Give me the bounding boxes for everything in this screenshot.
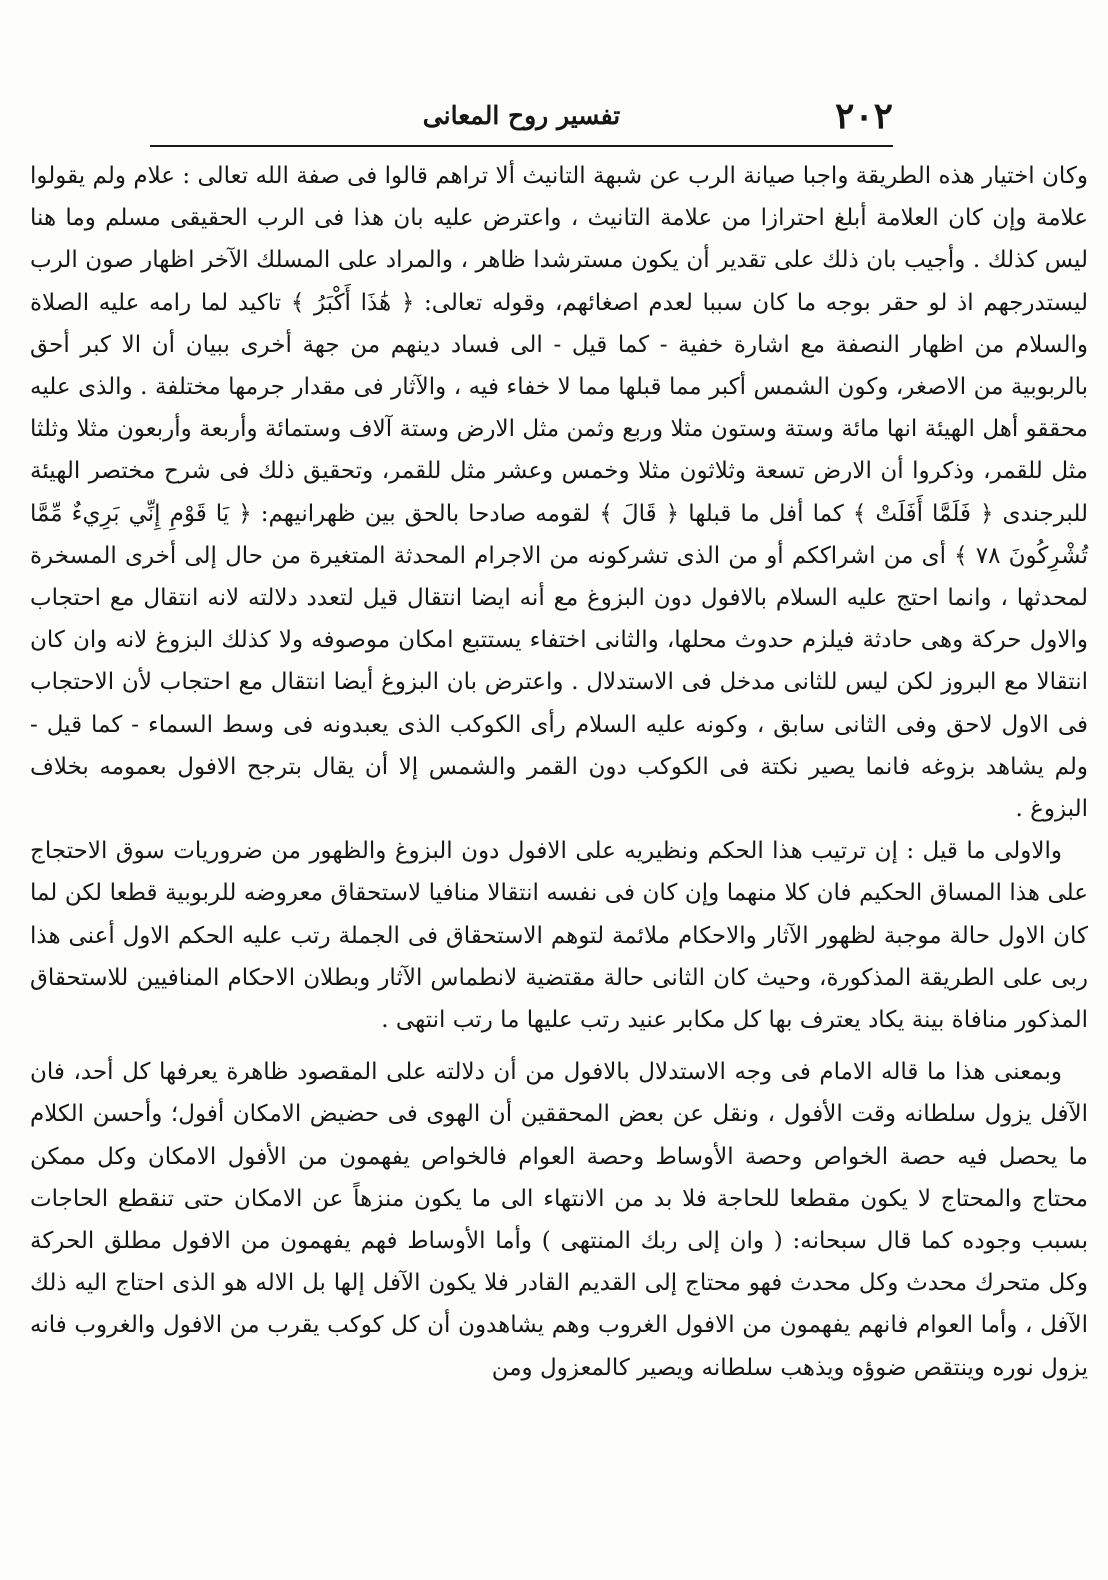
page-header [150,92,893,142]
body-text [30,155,1088,1389]
header-rule [150,145,893,147]
running-title: تفسير روح المعانى [422,101,621,130]
paragraph: والاولى ما قيل : إن ترتيب هذا الحكم ونظيريه على الافول دون البزوغ والظهور من ضروريات سوق الاحتجاج على هذا المساق الحكيم فان كلا منهما وإن كان فى نفسه انتقالا منافيا لاستحقاق معروضه للربوبية قطعا لكن لما كان الاول حالة موجبة لظهور الآثار والاحكام ملائمة لتوهم الاستحقاق فى الجملة رتب عليه الحكم الاول أعنى هذا ربى على الطريقة المذكورة، وحيث كان الثانى حالة مقتضية لانطماس الآثار وبطلان الاحكام المنافيين للاستحقاق المذكور منافاة بينة يكاد يعترف بها كل مكابر عنيد رتب عليها ما رتب انتهى . [30,838,1088,1034]
page-number: ٢٠٢ [834,95,893,137]
paragraph: وبمعنى هذا ما قاله الامام فى وجه الاستدلال بالافول من أن دلالته على المقصود ظاهرة يعرفها كل أحد، فان الآفل يزول سلطانه وقت الأفول ، ونقل عن بعض المحققين أن الهوى فى حضيض الامكان أفول؛ وأحسن الكلام ما يحصل فيه حصة الخواص وحصة الأوساط وحصة العوام فالخواص يفهمون من الأفول الامكان وكل ممكن محتاج والمحتاج لا يكون مقطعا للحاجة فلا بد من الانتهاء الى ما يكون منزهاً عن الامكان حتى تنقطع الحاجات بسبب وجوده كما قال سبحانه: ( وان إلى ربك المنتهى ) وأما الأوساط فهم يفهمون من الافول مطلق الحركة وكل متحرك محدث وكل محدث فهو محتاج إلى القديم القادر فلا يكون الآفل إلها بل الاله هو الذى احتاج اليه ذلك الآفل ، وأما العوام فانهم يفهمون من الافول الغروب وهم يشاهدون أن كل كوكب يقرب من الافول والغروب فانه يزول نوره وينتقص ضوؤه ويذهب سلطانه ويصير كالمعزول ومن [30,1059,1088,1381]
paragraph: وكان اختيار هذه الطريقة واجبا صيانة الرب عن شبهة التانيث ألا تراهم قالوا فى صفة الله تعالى : علام ولم يقولوا علامة وإن كان العلامة أبلغ احترازا من علامة التانيث ، واعترض عليه بان هذا فى الرب الحقيقى مسلم وما هنا ليس كذلك . وأجيب بان ذلك على تقدير أن يكون مسترشدا ظاهر ، والمراد على المسلك الآخر اظهار صون الرب ليستدرجهم اذ لو حقر بوجه ما كان سببا لعدم اصغائهم، وقوله تعالى: ﴿ هَٰذَا أَكْبَرُ ﴾ تاكيد لما رامه عليه الصلاة والسلام من اظهار النصفة مع اشارة خفية - كما قيل - الى فساد دينهم من جهة أخرى ببيان أن الا كبر أحق بالربوبية من الاصغر، وكون الشمس أكبر مما قبلها مما لا خفاء فيه ، والآثار فى مقدار جرمها مختلفة . والذى عليه محققو أهل الهيئة انها مائة وستة وستون مثلا وربع وثمن مثل الارض وستة آلاف وستمائة وأربعة وأربعون مثلا وثلثا مثل للقمر، وذكروا أن الارض تسعة وثلاثون مثلا وخمس وعشر مثل للقمر، وتحقيق ذلك فى شرح مختصر الهيئة للبرجندى ﴿ فَلَمَّا أَفَلَتْ ﴾ كما أفل ما قبلها ﴿ قَالَ ﴾ لقومه صادحا بالحق بين ظهرانيهم: ﴿ يَا قَوْمِ إِنِّي بَرِيءٌ مِّمَّا تُشْرِكُونَ ٧٨ ﴾ أى من اشراككم أو من الذى تشركونه من الاجرام المحدثة المتغيرة من حال إلى أخرى المسخرة لمحدثها ، وانما احتج عليه السلام بالافول دون البزوغ مع أنه ايضا انتقال قيل لتعدد دلالته لانه انتقال مع احتجاب والاول حركة وهى حادثة فيلزم حدوث محلها، والثانى اختفاء يستتبع امكان موصوفه ولا كذلك البزوغ لانه وان كان انتقالا مع البروز لكن ليس للثانى مدخل فى الاستدلال . واعترض بان البزوغ أيضا انتقال مع احتجاب لأن الاحتجاب فى الاول لاحق وفى الثانى سابق ، وكونه عليه السلام رأى الكوكب الذى يعبدونه فى وسط السماء - كما قيل - ولم يشاهد بزوغه فانما يصير نكتة فى الكوكب دون القمر والشمس إلا أن يقال بترجح الافول بعمومه بخلاف البزوغ . [30,163,1088,823]
